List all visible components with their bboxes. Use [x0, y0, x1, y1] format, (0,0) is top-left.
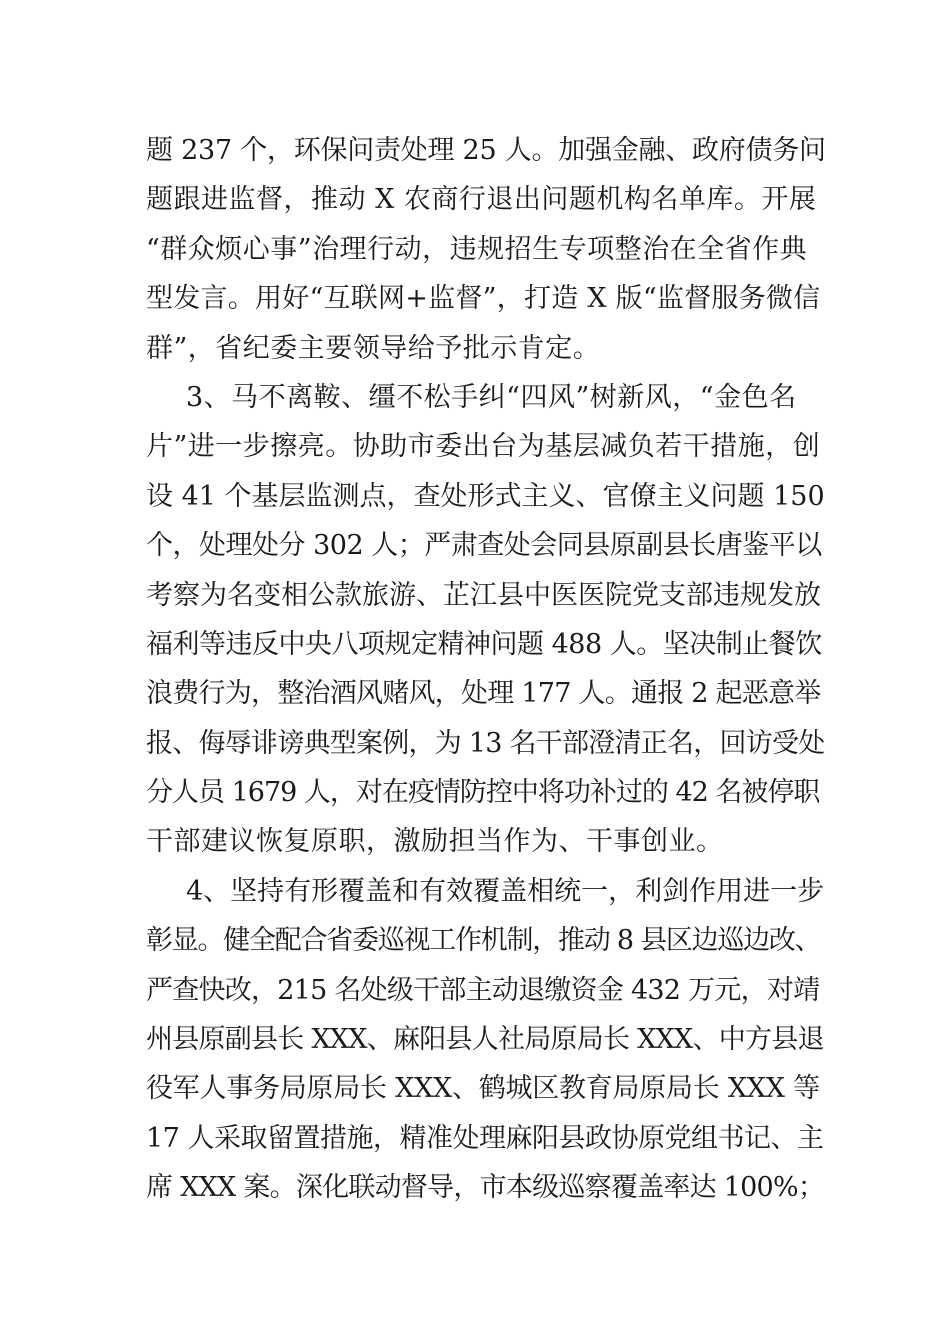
- text-line: 州县原副县长 XXX、麻阳县人社局原局长 XXX、中方县退: [146, 1024, 824, 1056]
- text-line: 席 XXX 案。深化联动督导，市本级巡察覆盖率达 100%；: [146, 1172, 825, 1204]
- text-line: 型发言。用好“互联网+监督”，打造 X 版“监督服务微信: [146, 283, 821, 315]
- text-line: 浪费行为，整治酒风赌风，处理 177 人。通报 2 起恶意举: [146, 678, 821, 710]
- text-line: 设 41 个基层监测点，查处形式主义、官僚主义问题 150: [146, 480, 825, 512]
- text-line: 题跟进监督，推动 X 农商行退出问题机构名单库。开展: [146, 184, 817, 216]
- text-line: 严查快改，215 名处级干部主动退缴资金 432 万元，对靖: [146, 974, 820, 1006]
- text-line: 题 237 个，环保问责处理 25 人。加强金融、政府债务问: [146, 135, 826, 166]
- section-3-heading-line: 3、马不离鞍、缰不松手纠“四风”树新风，“金色名: [186, 381, 797, 413]
- text-line: 干部建议恢复原职，激励担当作为、干事创业。: [146, 826, 724, 858]
- text-line: 彰显。健全配合省委巡视工作机制，推动 8 县区边巡边改、: [146, 925, 821, 957]
- text-line: 个，处理处分 302 人；严肃查处会同县原副县长唐鉴平以: [146, 530, 822, 562]
- text-line: 分人员 1679 人，对在疫情防控中将功补过的 42 名被停职: [146, 777, 820, 809]
- body-text: [146, 126, 826, 1213]
- text-line: 役军人事务局原局长 XXX、鹤城区教育局原局长 XXX 等: [146, 1073, 820, 1105]
- text-line: 福利等违反中央八项规定精神问题 488 人。坚决制止餐饮: [146, 628, 822, 660]
- section-4-heading-line: 4、坚持有形覆盖和有效覆盖相统一，利剑作用进一步: [186, 875, 825, 907]
- text-line: 报、侮辱诽谤典型案例，为 13 名干部澄清正名，回访受处: [146, 727, 825, 759]
- text-line: 17 人采取留置措施，精准处理麻阳县政协原党组书记、主: [146, 1122, 824, 1154]
- text-line: 群”，省纪委主要领导给予批示肯定。: [146, 332, 601, 364]
- text-line: “群众烦心事”治理行动，违规招生专项整治在全省作典: [146, 233, 808, 265]
- text-line: 片”进一步擦亮。协助市委出台为基层减负若干措施，创: [146, 431, 821, 463]
- text-line: 考察为名变相公款旅游、芷江县中医医院党支部违规发放: [146, 579, 821, 611]
